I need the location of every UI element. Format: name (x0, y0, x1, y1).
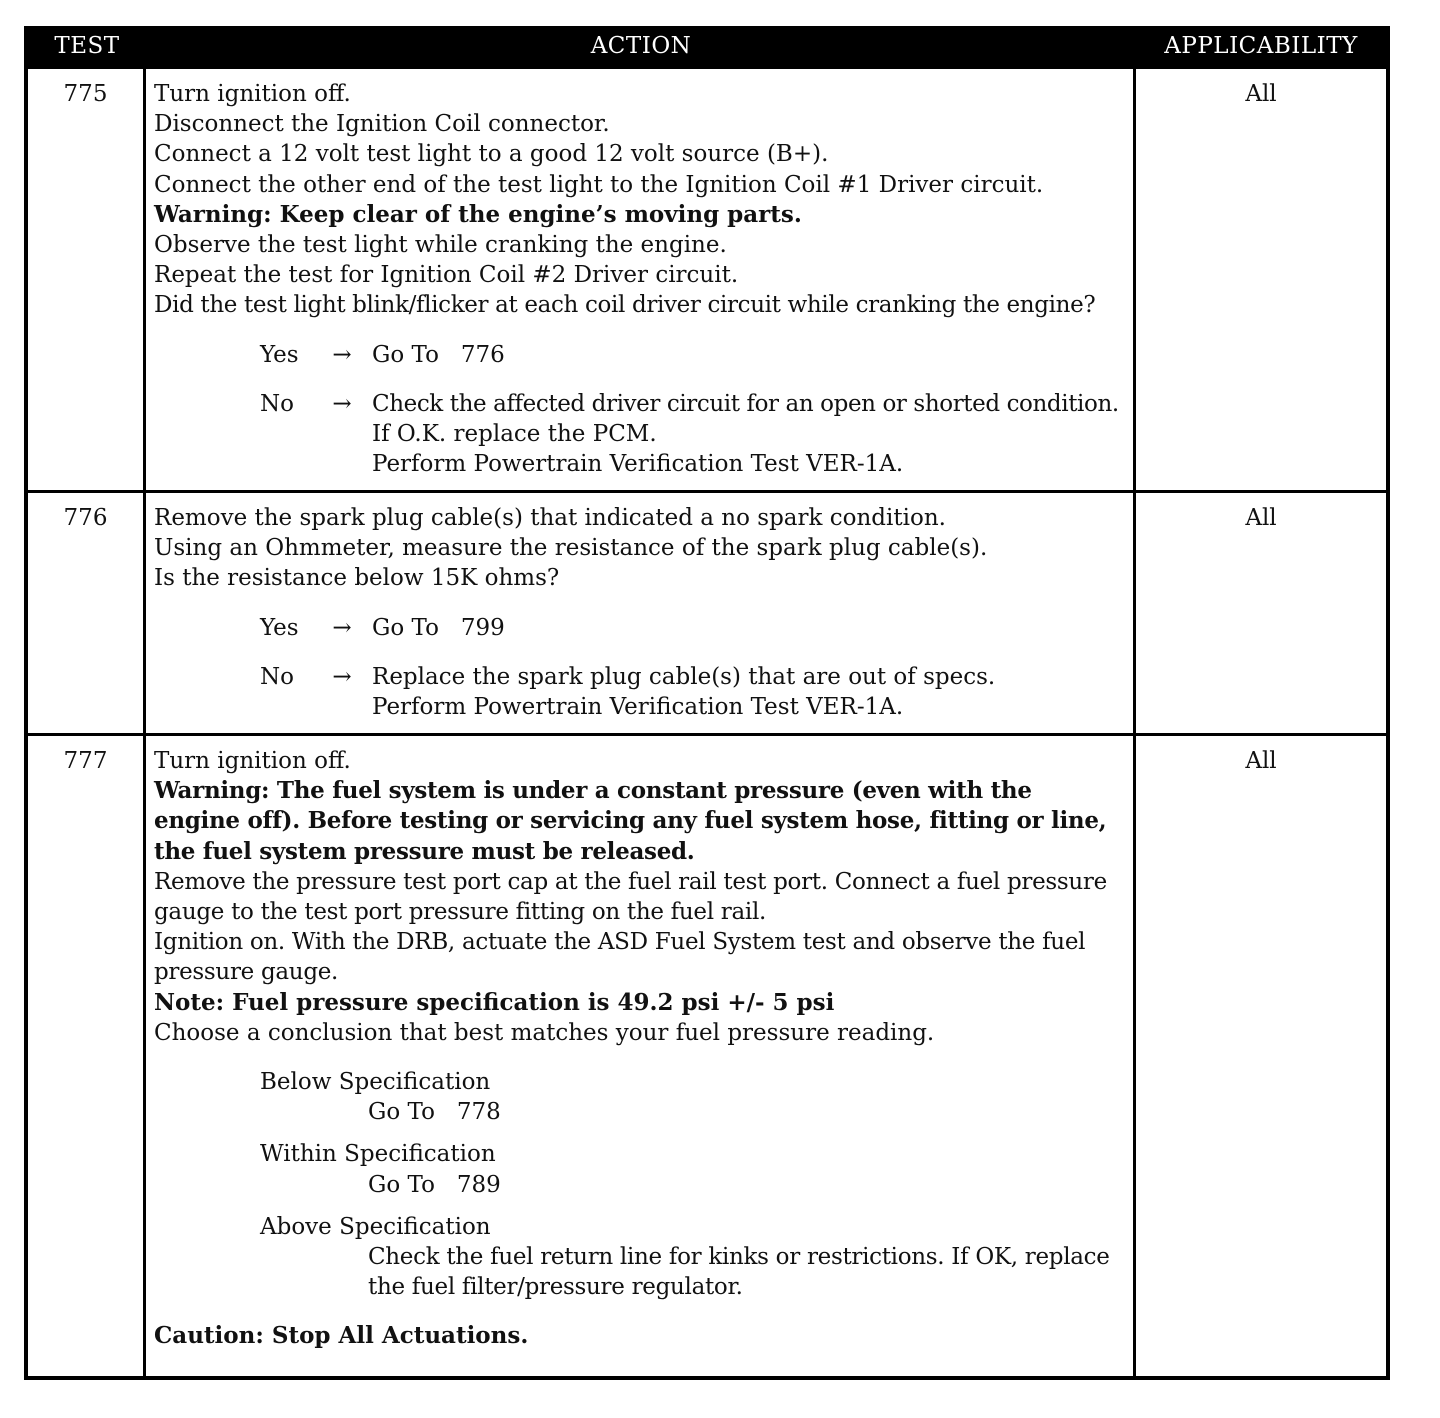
test-number: 777 (28, 736, 146, 1376)
applicability-cell: All (1245, 505, 1277, 531)
result-line: Perform Powertrain Verification Test VER-1A. (372, 694, 904, 721)
conclusion-above (260, 1212, 1125, 1303)
applicability-cell: All (1245, 748, 1277, 774)
conclusion-goto: Go To 778 (368, 1099, 501, 1126)
action-line: Using an Ohmmeter, measure the resistance of the spark plug cable(s). (154, 535, 988, 562)
action-paragraph: Ignition on. With the DRB, actuate the ASD Fuel System test and observe the fuel pressure gauge. (154, 929, 1086, 986)
result-label: Yes (260, 341, 299, 368)
action-cell (146, 493, 1136, 733)
action-line: Turn ignition off. (154, 81, 351, 107)
result-label: No (260, 663, 294, 690)
conclusion-label: Above Specification (260, 1213, 491, 1240)
arrow-icon: → (332, 663, 352, 690)
action-question: Did the test light blink/flicker at each coil driver circuit while cranking the engine? (154, 292, 1096, 319)
result-line: If O.K. replace the PCM. (372, 421, 657, 448)
action-cell (146, 736, 1136, 1376)
action-line: Observe the test light while cranking the engine. (154, 232, 727, 259)
conclusion-label: Within Specification (260, 1141, 496, 1168)
action-line: Connect a 12 volt test light to a good 12 volt source (B+). (154, 141, 829, 168)
result-yes (260, 340, 1125, 370)
action-line: Disconnect the Ignition Coil connector. (154, 111, 610, 138)
warning-text: Warning: Keep clear of the engine’s moving parts. (154, 200, 802, 228)
action-line: Remove the spark plug cable(s) that indicated a no spark condition. (154, 505, 946, 531)
action-paragraph: Remove the pressure test port cap at the fuel rail test port. Connect a fuel pressure gauge to the test port pressure fitting on the fuel rail. (154, 868, 1107, 926)
result-text (372, 389, 1125, 480)
table-header (28, 26, 1386, 66)
test-number: 775 (28, 69, 146, 490)
caution-text: Caution: Stop All Actuations. (154, 1322, 529, 1350)
result-no (260, 662, 1125, 722)
result-goto: Go To 799 (372, 614, 505, 641)
result-label: No (260, 390, 294, 417)
action-cell (146, 69, 1136, 490)
conclusion-below (260, 1067, 1125, 1127)
action-line: Repeat the test for Ignition Coil #2 Driver circuit. (154, 262, 739, 289)
header-applicability: APPLICABILITY (1164, 33, 1358, 59)
applicability-cell: All (1245, 81, 1277, 107)
result-goto: Go To 776 (372, 341, 505, 368)
table-row (28, 490, 1386, 733)
result-line: Perform Powertrain Verification Test VER-1A. (372, 451, 904, 478)
header-action: ACTION (590, 33, 692, 59)
note-text: Note: Fuel pressure specification is 49.2 psi +/- 5 psi (154, 988, 835, 1016)
warning-text: Warning: The fuel system is under a constant pressure (even with the engine off). Before testing or servicing any fuel system hose, fitting or line, the fuel system pressure must be released. (154, 777, 1107, 865)
conclusion-text: Check the fuel return line for kinks or restrictions. If OK, replace the fuel filter/pressure regulator. (368, 1244, 1110, 1301)
result-line: Check the affected driver circuit for an open or shorted condition. (372, 390, 1119, 417)
result-label: Yes (260, 614, 299, 641)
action-question: Is the resistance below 15K ohms? (154, 565, 560, 592)
result-no (260, 389, 1125, 480)
result-yes (260, 613, 1125, 643)
header-test: TEST (54, 33, 120, 59)
test-number: 776 (28, 493, 146, 733)
action-line: Connect the other end of the test light to the Ignition Coil #1 Driver circuit. (154, 171, 1044, 198)
result-line: Replace the spark plug cable(s) that are out of specs. (372, 663, 996, 690)
conclusion-label: Below Specification (260, 1069, 491, 1096)
result-text (372, 662, 1125, 722)
diagnostic-table (24, 26, 1390, 1380)
arrow-icon: → (332, 341, 352, 368)
action-line: Choose a conclusion that best matches your fuel pressure reading. (154, 1019, 935, 1046)
arrow-icon: → (332, 390, 352, 417)
conclusion-goto: Go To 789 (368, 1171, 501, 1198)
arrow-icon: → (332, 614, 352, 641)
table-row (28, 733, 1386, 1376)
conclusion-within (260, 1139, 1125, 1199)
action-line: Turn ignition off. (154, 748, 351, 774)
table-row (28, 66, 1386, 490)
